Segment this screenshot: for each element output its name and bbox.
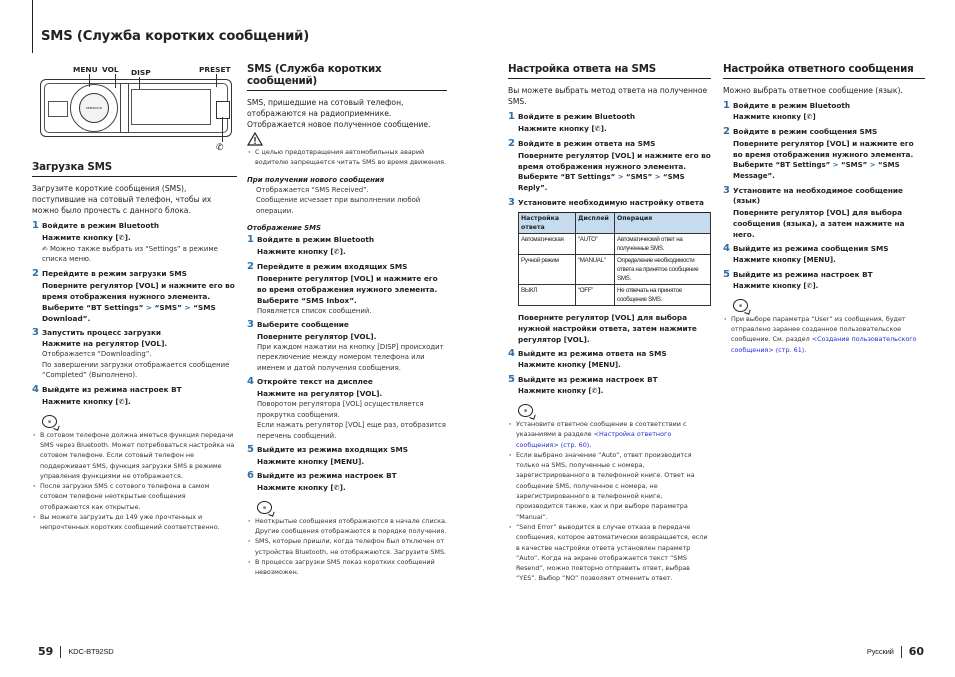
step-action: Нажмите кнопку [ [42,232,119,242]
device-left-button [48,101,68,117]
step-action: Нажмите кнопку [ [257,246,334,256]
table-row [519,255,711,285]
table-cell: ВЫКЛ [519,285,576,306]
phone-handset-icon: ✆ [118,397,125,406]
step-title: Перейдите в режим входящих SMS [257,261,408,271]
note-speech-bubble-icon: ≡ [257,501,272,514]
note-item [723,314,925,355]
step [723,101,925,123]
phone-handset-icon: ✆ [118,233,125,242]
step-action: Поверните регулятор [VOL] и нажмите его во время отображения нужного элемента. [257,273,438,294]
step-desc: Если нажать регулятор [VOL] еще раз, отобразится перечень сообщений. [257,421,446,440]
step-title: Выйдите из режима входящих SMS [257,445,408,455]
step [247,320,447,373]
step-action: Поверните регулятор [VOL] и нажмите его во время отображения нужного элемента. [518,150,711,171]
note-text: Установите ответное сообщение в соответствии с указаниями в разделе [516,419,687,439]
select-path-1: Выберите “BT Settings” [42,302,144,312]
step-number: 4 [247,376,254,388]
step-number: 2 [32,267,39,279]
step-title: Откройте текст на дисплее [257,377,373,387]
device-vol-knob: KENWOOD [79,93,109,123]
breadcrumb-arrow: > [869,160,876,169]
step-number: 1 [32,220,39,231]
select-path-1: Выберите “BT Settings” [518,172,616,181]
note-item: · Неоткрытые сообщения отображаются в начале списка. Другие сообщения отображаются в порядке получения. [247,516,447,537]
step-number: 3 [508,196,515,208]
phone-handset-icon: ✆ [333,483,340,492]
step [508,112,711,135]
phone-handset-icon: ✆ [591,386,598,395]
step-desc: При каждом нажатии на кнопку [DISP] происходит переключение между номером телефона или именем и датой получения сообщения. [257,342,444,372]
section-heading: Настройка ответа на SMS [508,63,711,79]
step-action: Нажмите кнопку [MENU]. [518,361,621,370]
step-desc: По завершении загрузки отображается сообщение “Completed” (Выполнено). [42,360,230,380]
subheading-new-message: При получении нового сообщения [247,175,385,184]
step-action: Выберите “SMS Inbox”. [257,295,357,305]
intro-text: Загрузите короткие сообщения (SMS), поступившие на сотовый телефон, чтобы их можно было прочесть с данного блока. [32,184,212,215]
notes-list [247,516,447,578]
note-item: · В процессе загрузки SMS показ коротких сообщений невозможен. [247,557,447,578]
step [723,244,925,266]
page-title: SMS (Служба коротких сообщений) [41,29,310,44]
note-item: · После загрузки SMS с сотового телефона в самом сотовом телефоне неоткрытые сообщения отображаются как открытые. [32,481,237,512]
step-action: Нажмите кнопку [ [733,281,807,290]
subheading-display-sms: Отображение SMS [247,224,321,233]
step-title: Войдите в режим Bluetooth [257,235,375,245]
cross-reference-link[interactable]: <Настройка ответного сообщения> (стр. 60) [516,430,672,449]
step [32,269,237,324]
select-path-2: “SMS” [154,302,182,312]
step [508,139,711,194]
step-title: Перейдите в режим загрузки SMS [42,268,187,278]
table-cell: Не отвечать на принятое сообщение SMS. [615,285,711,306]
note-item: · “Send Error” выводится в случае отказа в передаче сообщения, которое автоматически возвращается, если в качестве настройки ответа установлен параметр “Auto”. Когда на экране отображается текст “SMS Resend”, можно повторно отправить ответ, выбрав “YES”. Выбор “NO” позволяет отменить ответ. [508,522,711,584]
phone-handset-icon: ✆ [806,112,813,121]
device-phone-button [216,101,230,119]
intro-text: SMS, пришедшие на сотовый телефон, отображаются на радиоприемнике. [247,98,404,118]
new-message-text: Отображается “SMS Received”. [256,185,369,194]
step-number: 5 [247,444,254,456]
step-title: Войдите в режим ответа на SMS [518,138,656,148]
table-cell: “MANUAL” [576,255,615,285]
table-cell: Ручной режим [519,255,576,285]
step-number: 2 [247,260,254,272]
footer-right [867,645,924,658]
step-title: Выйдите из режима настроек BT [42,384,182,394]
step-title: Запустить процесс загрузки [42,327,162,337]
step-action: Поверните регулятор [VOL] для выбора нужной настройки ответа, затем нажмите регулятор [VOL]. [518,313,697,345]
label-vol: VOL [102,65,119,74]
breadcrumb-arrow: > [184,302,191,312]
step-action: Поверните регулятор [VOL] для выбора сообщения (языка), а затем нажмите на него. [733,208,905,240]
breadcrumb-arrow: > [145,302,153,312]
step-action: Нажмите кнопку [MENU]. [733,255,836,264]
step-title: Выйдите из режима настроек BT [518,375,658,385]
footer-separator [60,646,61,658]
column-sms-display [247,63,447,578]
intro-text: Отображается новое полученное сообщение. [247,120,431,129]
table-row [519,285,711,306]
step-action: Нажмите кнопку [ [257,482,334,492]
footer-separator [901,646,902,658]
step-number: 3 [723,184,730,196]
step [247,445,447,467]
step-action: Нажмите кнопку [ [518,386,592,395]
step-action-end: ]. [124,232,131,242]
step-action: Нажмите кнопку [ [518,123,595,133]
intro-text: Можно выбрать ответное сообщение (язык). [723,86,903,95]
breadcrumb-arrow: > [617,172,624,181]
phone-handset-icon: ✆ [216,143,224,153]
step-action-end: ]. [600,123,607,133]
footer-left [38,645,114,658]
step [508,375,711,417]
step-action: Нажмите на регулятор [VOL]. [42,339,168,349]
step-action-end: ]. [597,386,604,395]
note-item: · Если выбрано значение “Auto”, ответ производится только на SMS, полученные с номера, зарегистрированного в телефонной книге. Ответ на сообщение SMS, полученное с номера, не зарегистрированного в телефонной книге, производится также, как и при выборе параметра “Manual”. [508,450,711,522]
step-action: Поверните регулятор [VOL] и нажмите его во время отображения нужного элемента. [733,138,914,159]
notes-list [723,314,925,355]
table-cell: “AUTO” [576,234,615,255]
leader-line [89,74,90,87]
step [508,349,711,371]
breadcrumb-arrow: > [654,172,661,181]
step-action-end: ]. [339,482,346,492]
step-title: Войдите в режим сообщения SMS [733,126,878,136]
model-name: KDC-BT92SD [68,647,114,656]
step-number: 1 [247,234,254,246]
step [32,328,237,381]
column-reply-message [723,63,925,355]
column-sms-reply [508,63,711,584]
section-heading: Загрузка SMS [32,161,237,177]
note-item: · В сотовом телефоне должна иметься функция передачи SMS через Bluetooth. Может потребоваться настройка на сотовом телефоне. Если сотовый телефон не поддерживает SMS, функция загрузки SMS в режиме управления функциями не отображается. [32,430,237,481]
step-title: Войдите в режим Bluetooth [733,101,851,110]
step [247,262,447,316]
note-text: . [804,345,807,354]
step-number: 5 [508,374,515,386]
leader-line [139,77,140,89]
note-item: · Вы можете загрузить до 149 уже прочтенных и непрочтенных коротких сообщений соответственно. [32,512,237,533]
notes-list [508,419,711,584]
table-header-row [519,213,711,234]
step [32,385,237,428]
step-title: Установите на необходимое сообщение (язык) [733,185,903,206]
step-number: 1 [723,100,730,111]
phone-handset-icon: ✆ [594,124,601,133]
select-path-3: “SMS Download”. [42,302,216,323]
step-number: 5 [723,268,730,280]
page-number-right: 60 [908,645,924,658]
step-number: 6 [247,470,254,482]
step [723,270,925,312]
step-action: Поверните регулятор [VOL]. [257,331,377,341]
step [247,235,447,258]
select-path-3: “SMS Reply”. [518,172,685,192]
phone-handset-icon: ✆ [333,247,340,256]
section-heading: SMS (Служба коротких сообщений) [247,63,447,91]
label-disp: DISP [131,68,151,77]
step-action: Нажмите кнопку [ [42,396,119,406]
step-action-end: ]. [124,396,131,406]
select-path-3: “SMS Message”. [733,160,900,180]
note-speech-bubble-icon: ≡ [733,299,748,312]
step-title: Войдите в режим Bluetooth [518,112,636,121]
margin-line [32,0,33,53]
warning-item: · С целью предотвращения автомобильных аварий водителю запрещается читать SMS во время движения. [247,147,447,168]
step-action-end: ]. [812,281,819,290]
device-slot [120,83,129,133]
step [723,186,925,241]
page-number-left: 59 [38,645,54,658]
table-cell: Автоматическая [519,234,576,255]
label-preset: PRESET [199,65,231,74]
table-cell: Определение необходимости ответа на принятое сообщение SMS. [615,255,711,285]
new-message-text: Сообщение исчезает при выполнении любой операции. [256,196,421,215]
step-title: Выйдите из режима ответа на SMS [518,349,667,359]
step-title: Установите необходимую настройку ответа [518,197,704,207]
table-cell: Автоматический ответ на полученные SMS. [615,234,711,255]
step-action: Нажмите кнопку [ [733,112,807,121]
step-desc: Поворотом регулятора [VOL] осуществляется прокрутка сообщения. [257,400,424,419]
device-screen [131,89,211,125]
leader-line [216,74,217,87]
step-number: 4 [32,383,39,395]
step [508,198,711,209]
note-speech-bubble-icon: ≡ [518,404,533,417]
intro-text: Вы можете выбрать метод ответа на полученное SMS. [508,86,708,106]
step-title: Выйдите из режима настроек BT [257,471,397,481]
select-path-2: “SMS” [841,160,868,169]
note-item: · SMS, которые пришли, когда телефон был отключен от устройства Bluetooth, не отображаются. Загрузите SMS. [247,536,447,557]
step-number: 4 [723,243,730,255]
step-title: Войдите в режим Bluetooth [42,221,160,230]
step-desc: Отображается “Downloading”. [42,350,152,359]
label-menu: MENU [73,65,98,74]
table-header: Дисплей [576,213,615,234]
step-number: 4 [508,348,515,360]
note-speech-bubble-icon: ≡ [42,415,57,428]
notes-list [32,430,237,533]
leader-line [222,117,223,142]
table-header: Операция [615,213,711,234]
cross-reference-link[interactable]: <Создание пользовательского сообщения> (стр. 61) [731,335,917,354]
table-header: Настройка ответа [519,213,576,234]
language-label: Русский [866,647,894,656]
select-path-2: “SMS” [626,172,653,181]
column-sms-download [32,63,237,533]
step-action: Поверните регулятор [VOL] и нажмите его во время отображения нужного элемента. [42,280,235,301]
device-illustration [36,63,236,153]
step [247,377,447,441]
section-heading: Настройка ответного сообщения [723,63,925,79]
step-number: 3 [32,326,39,338]
step-title: Выйдите из режима настроек BT [733,269,873,279]
step-number: 2 [723,125,730,137]
step-action: Нажмите на регулятор [VOL]. [257,389,383,399]
table-cell: “OFF” [576,285,615,306]
phone-handset-icon: ✆ [806,281,813,290]
step [247,471,447,514]
step-number: 1 [508,111,515,122]
step-tip: ✍ Можно также выбрать из “Settings” в режиме списка меню. [42,244,218,264]
reply-settings-table [518,212,711,306]
warning-triangle-icon [247,132,263,146]
step-action-end: ] [812,112,816,121]
note-item [508,419,711,450]
breadcrumb-arrow: > [832,160,839,169]
select-path-1: Выберите “BT Settings” [733,160,831,169]
step [32,221,237,265]
step-number: 2 [508,137,515,149]
step-desc: Появляется список сообщений. [257,306,372,315]
note-text: При выборе параметра “User” из сообщения, будет отправлено заранее созданное пользовательское сообщение. См. раздел [731,314,906,344]
step-action: Нажмите кнопку [MENU]. [257,457,365,467]
step-title: Выберите сообщение [257,320,349,330]
table-row [519,234,711,255]
note-text: . [589,440,592,449]
step-action-end: ]. [339,246,346,256]
warning-list [247,147,447,168]
step-number: 3 [247,319,254,331]
leader-line [115,74,116,88]
step [723,127,925,182]
step-title: Выйдите из режима сообщения SMS [733,244,889,254]
